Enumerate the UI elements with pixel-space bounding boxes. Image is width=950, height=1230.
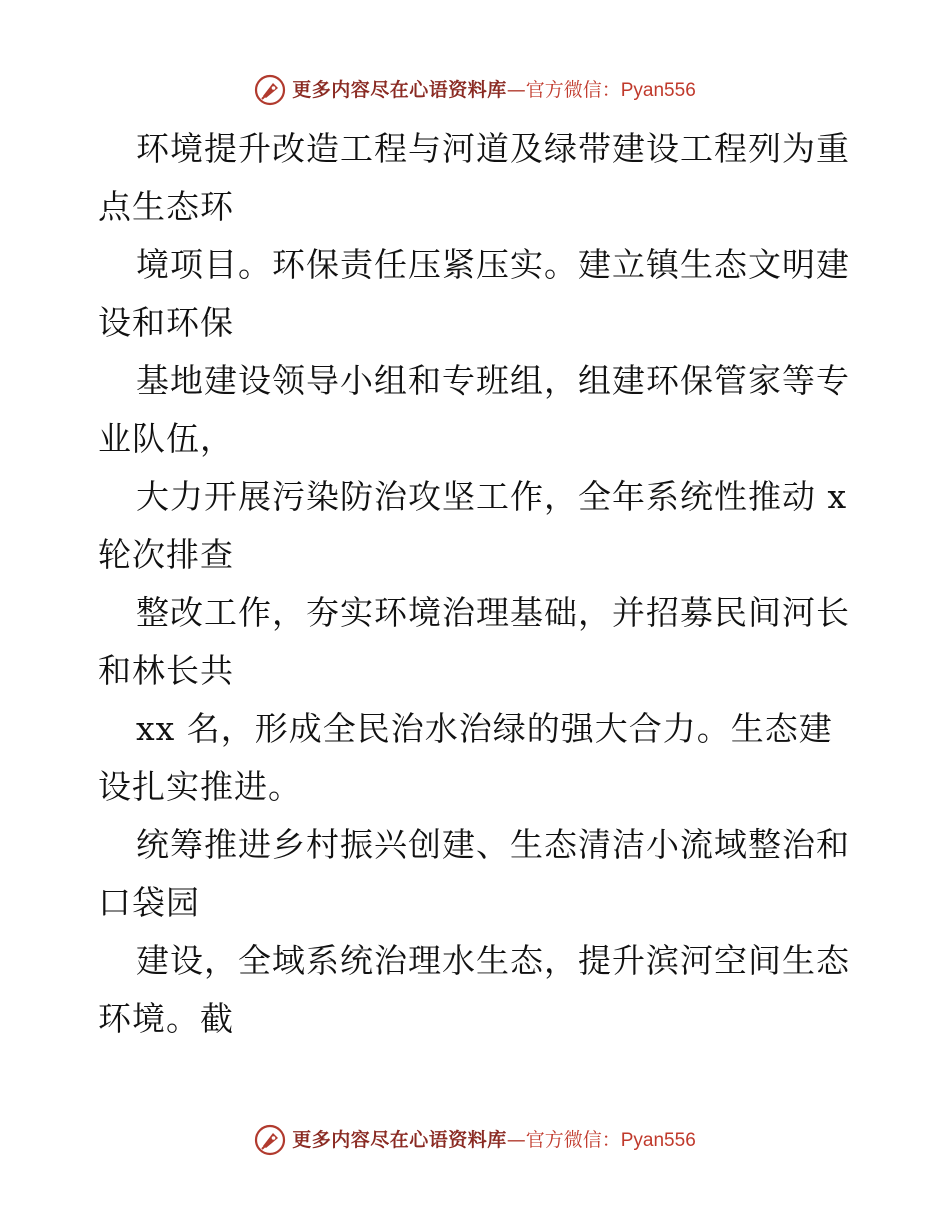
paragraph: 境项目。环保责任压紧压实。建立镇生态文明建设和环保: [98, 245, 850, 342]
paragraph: 基地建设领导小组和专班组，组建环保管家等专业队伍，: [98, 361, 850, 458]
watermark-text: [292, 78, 696, 103]
paragraph: 大力开展污染防治攻坚工作，全年系统性推动 x 轮次排查: [98, 477, 848, 574]
watermark-separator: —: [506, 78, 526, 101]
paragraph: 环境提升改造工程与河道及绿带建设工程列为重点生态环: [98, 129, 850, 226]
paragraph: 建设，全域系统治理水生态，提升滨河空间生态环境。截: [98, 941, 850, 1038]
pen-nib-logo-icon: [254, 1124, 286, 1156]
watermark-brand: 更多内容尽在心语资料库: [292, 1128, 507, 1151]
document-body: [98, 120, 858, 1048]
watermark-brand: 更多内容尽在心语资料库: [292, 78, 507, 101]
paragraph: 整改工作，夯实环境治理基础，并招募民间河长和林长共: [98, 593, 850, 690]
paragraph: 统筹推进乡村振兴创建、生态清洁小流域整治和口袋园: [98, 825, 850, 922]
watermark-banner-bottom: [0, 1120, 950, 1160]
watermark-separator: —: [506, 1128, 526, 1151]
watermark-wechat: 官方微信：Pyan556: [525, 79, 696, 101]
paragraph: xx 名，形成全民治水治绿的强大合力。生态建设扎实推进。: [98, 709, 833, 806]
pen-nib-logo-icon: [254, 74, 286, 106]
watermark-banner-top: [0, 70, 950, 110]
watermark-wechat: 官方微信：Pyan556: [525, 1129, 696, 1151]
watermark-text: [292, 1128, 696, 1153]
